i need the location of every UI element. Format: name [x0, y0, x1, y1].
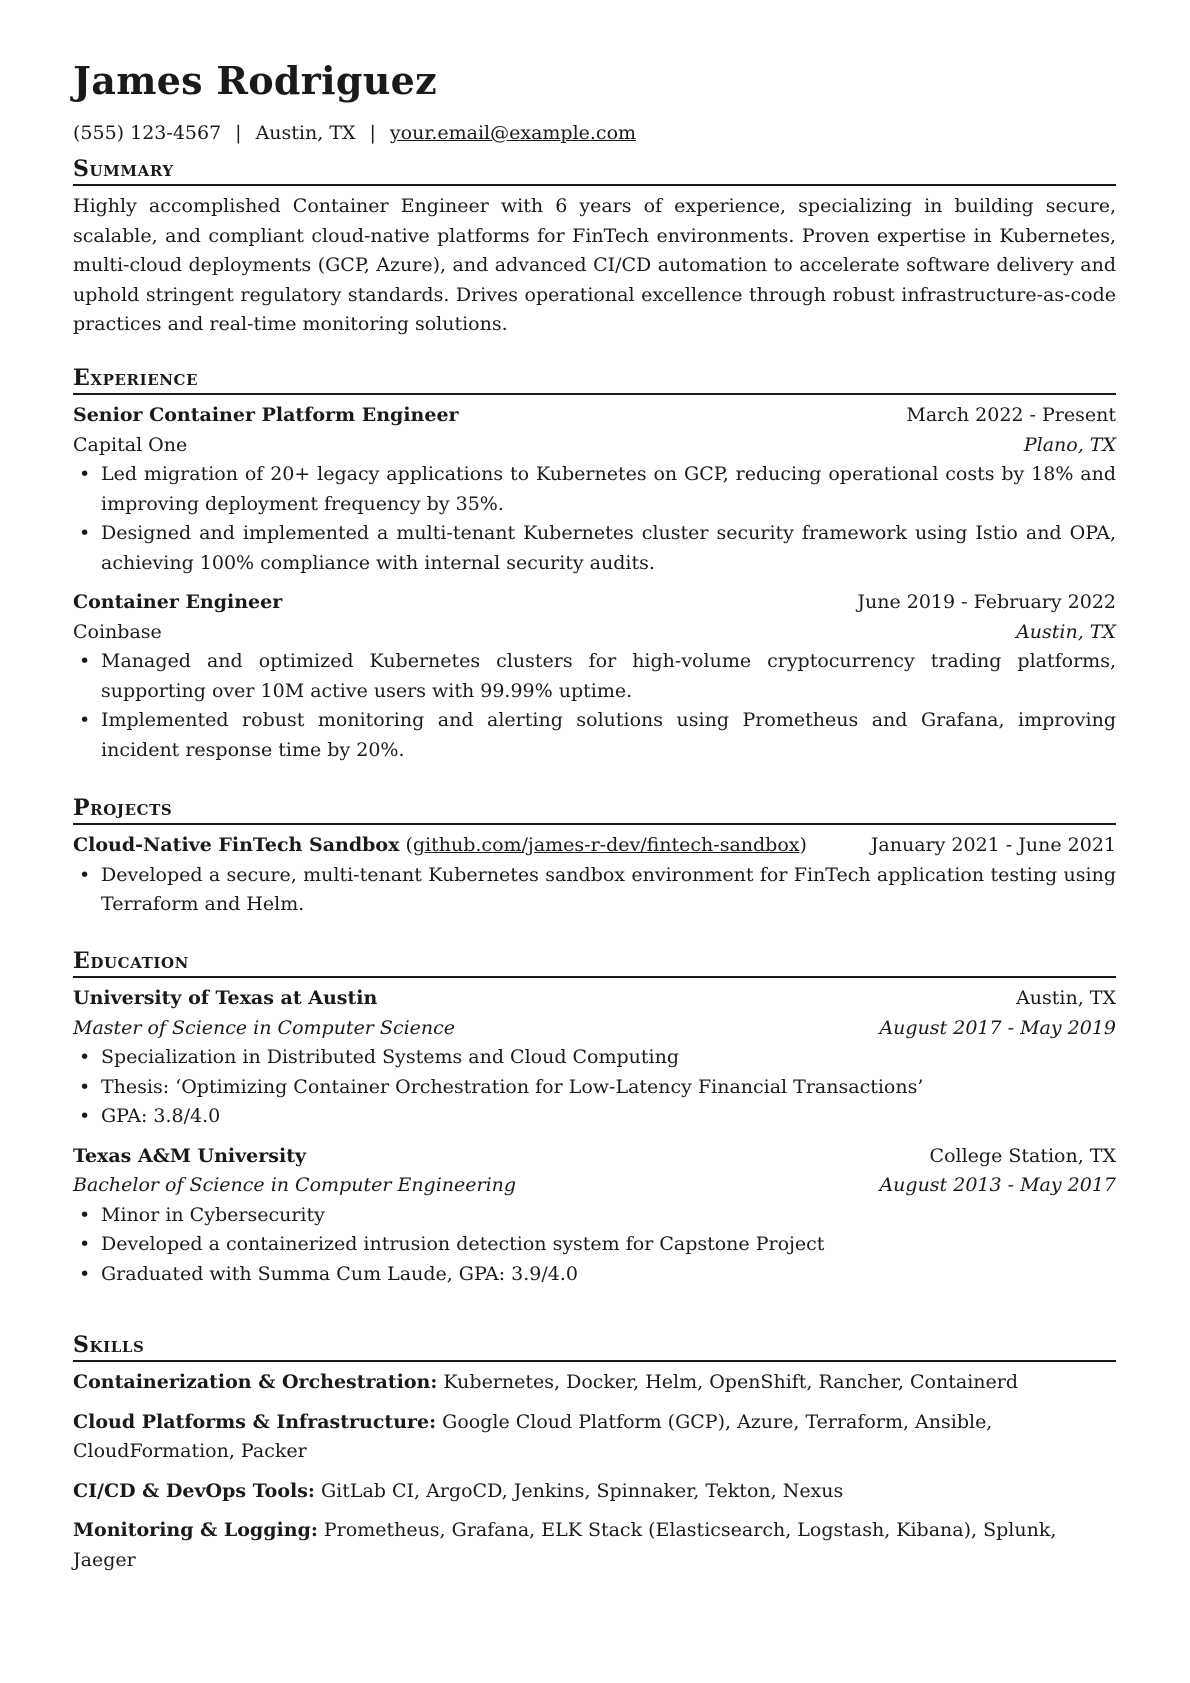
skill-items: Kubernetes, Docker, Helm, OpenShift, Rancher, Containerd [443, 1371, 1018, 1393]
skill-group [73, 1368, 1116, 1398]
contact-separator: | [235, 122, 242, 144]
experience-section [73, 365, 1116, 775]
education-entry [73, 1142, 1116, 1290]
degree-name: Master of Science in Computer Science [73, 1016, 456, 1039]
bullet-item: • Designed and implemented a multi-tenant Kubernetes cluster security framework using Istio and OPA, achieving 100% compliance with internal security audits. [101, 519, 1116, 578]
bullet-item: • GPA: 3.8/4.0 [101, 1102, 1116, 1132]
bullet-item: • Implemented robust monitoring and alerting solutions using Prometheus and Grafana, improving incident response time by 20%. [101, 706, 1116, 765]
section-title-projects: Projects [73, 795, 1116, 825]
job-entry [73, 588, 1116, 765]
education-bullets [73, 1201, 1116, 1290]
skill-label: Monitoring & Logging: [73, 1519, 318, 1541]
skill-items: Prometheus, Grafana, ELK Stack (Elasticsearch, Logstash, Kibana), Splunk, Jaeger [73, 1519, 1057, 1571]
job-role: Container Engineer [73, 591, 283, 613]
project-dates: January 2021 - June 2021 [870, 834, 1116, 856]
skill-label: CI/CD & DevOps Tools: [73, 1479, 315, 1502]
skill-items: GitLab CI, ArgoCD, Jenkins, Spinnaker, Tekton, Nexus [320, 1479, 844, 1502]
degree-dates: August 2013 - May 2017 [879, 1174, 1116, 1196]
candidate-name: James Rodriguez [73, 58, 438, 103]
project-link[interactable]: github.com/james-r-dev/fintech-sandbox [412, 834, 800, 856]
job-entry [73, 401, 1116, 578]
job-dates: June 2019 - February 2022 [857, 591, 1116, 613]
phone-number: (555) 123-4567 [73, 122, 222, 144]
job-dates: March 2022 - Present [906, 404, 1116, 426]
school-location: College Station, TX [929, 1144, 1116, 1167]
bullet-item: • Developed a secure, multi-tenant Kubernetes sandbox environment for FinTech application testing using Terraform and Helm. [101, 861, 1116, 920]
job-role: Senior Container Platform Engineer [73, 404, 459, 426]
skill-group [73, 1516, 1116, 1575]
skill-group [73, 1477, 1116, 1507]
degree-name: Bachelor of Science in Computer Engineering [73, 1174, 517, 1196]
project-link-wrapper: (github.com/james-r-dev/fintech-sandbox) [405, 834, 807, 856]
school-name: University of Texas at Austin [73, 987, 378, 1009]
location-text: Austin, TX [255, 122, 356, 144]
skill-label: Cloud Platforms & Infrastructure: [73, 1410, 437, 1433]
education-entry [73, 984, 1116, 1132]
bullet-item: • Thesis: ‘Optimizing Container Orchestration for Low-Latency Financial Transactions’ [101, 1073, 1116, 1103]
school-name: Texas A&M University [73, 1144, 307, 1167]
bullet-item: • Minor in Cybersecurity [101, 1201, 1116, 1231]
education-section [73, 948, 1116, 1299]
section-title-experience: Experience [73, 365, 1116, 395]
skill-items: Google Cloud Platform (GCP), Azure, Terraform, Ansible, CloudFormation, Packer [73, 1410, 993, 1462]
project-name: Cloud-Native FinTech Sandbox [73, 834, 400, 856]
school-location: Austin, TX [1016, 987, 1116, 1009]
job-location: Plano, TX [1023, 433, 1116, 456]
bullet-item: • Graduated with Summa Cum Laude, GPA: 3.9/4.0 [101, 1260, 1116, 1290]
job-company: Capital One [73, 433, 188, 456]
job-bullets [73, 647, 1116, 765]
contact-separator: | [369, 122, 376, 144]
skill-group [73, 1408, 1116, 1467]
bullet-item: • Developed a containerized intrusion detection system for Capstone Project [101, 1230, 1116, 1260]
summary-section [73, 156, 1116, 340]
project-entry [73, 831, 1116, 920]
education-bullets [73, 1043, 1116, 1132]
skills-section [73, 1332, 1116, 1585]
section-title-skills: Skills [73, 1332, 1116, 1362]
contact-line [73, 122, 636, 144]
project-bullets [73, 861, 1116, 920]
bullet-item: • Managed and optimized Kubernetes clusters for high-volume cryptocurrency trading platforms, supporting over 10M active users with 99.99% uptime. [101, 647, 1116, 706]
email-link[interactable]: your.email@example.com [389, 122, 637, 144]
job-bullets [73, 460, 1116, 578]
skill-label: Containerization & Orchestration: [73, 1371, 438, 1393]
degree-dates: August 2017 - May 2019 [879, 1016, 1116, 1039]
bullet-item: • Specialization in Distributed Systems and Cloud Computing [101, 1043, 1116, 1073]
job-location: Austin, TX [1016, 620, 1116, 643]
section-title-summary: Summary [73, 156, 1116, 186]
projects-section [73, 795, 1116, 930]
summary-text: Highly accomplished Container Engineer with 6 years of experience, specializing in building secure, scalable, and compliant cloud-native platforms for FinTech environments. Proven expertise in Kubernetes, multi-cloud deployments (GCP, Azure), and advanced CI/CD automation to accelerate software delivery and uphold stringent regulatory standards. Drives operational excellence through robust infrastructure-as-code practices and real-time monitoring solutions. [73, 195, 1116, 335]
bullet-item: • Led migration of 20+ legacy applications to Kubernetes on GCP, reducing operational costs by 18% and improving deployment frequency by 35%. [101, 460, 1116, 519]
section-title-education: Education [73, 948, 1116, 978]
job-company: Coinbase [73, 620, 162, 643]
